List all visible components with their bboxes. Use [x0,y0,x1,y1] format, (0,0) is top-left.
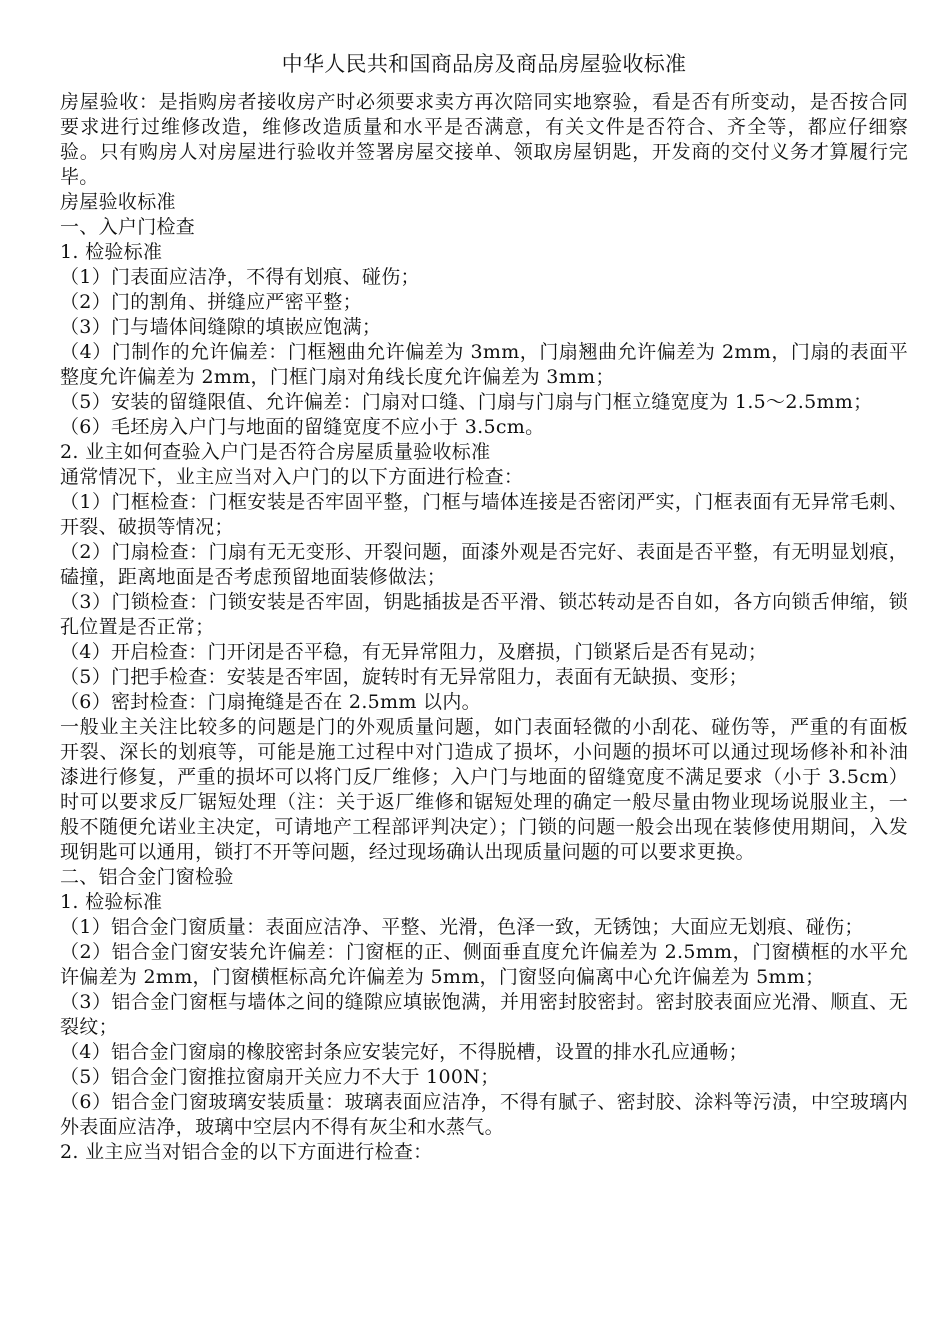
list-item: （6）铝合金门窗玻璃安装质量：玻璃表面应洁净，不得有腻子、密封胶、涂料等污渍，中空玻璃内外表面应洁净，玻璃中空层内不得有灰尘和水蒸气。 [60,1091,908,1138]
list-item: （1）门框检查：门框安装是否牢固平整，门框与墙体连接是否密闭严实，门框表面有无异常毛刺、开裂、破损等情况； [60,491,908,538]
list-item: （5）铝合金门窗推拉窗扇开关应力不大于 100N； [60,1066,500,1088]
list-item: （5）安装的留缝限值、允许偏差：门扇对口缝、门扇与门扇与门框立缝宽度为 1.5～2.5mm； [60,391,873,413]
list-item: （4）开启检查：门开闭是否平稳，有无异常阻力，及磨损，门锁紧后是否有晃动； [60,641,768,663]
section-heading-aluminum: 二、铝合金门窗检验 [60,866,234,888]
paragraph-intro: 房屋验收：是指购房者接收房产时必须要求卖方再次陪同实地察验，看是否有所变动，是否按合同要求进行过维修改造，维修改造质量和水平是否满意，有关文件是否符合、齐全等，都应仔细察验。只有购房人对房屋进行验收并签署房屋交接单、领取房屋钥匙，开发商的交付义务才算履行完毕。 [60,91,908,188]
paragraph-text: 通常情况下，业主应当对入户门的以下方面进行检查： [60,466,524,488]
document-body [60,90,908,1165]
document-page [60,48,908,1165]
list-item: （5）门把手检查：安装是否牢固，旋转时有无异常阻力，表面有无缺损、变形； [60,666,748,688]
list-item: （1）铝合金门窗质量：表面应洁净、平整、光滑，色泽一致，无锈蚀；大面应无划痕、碰伤； [60,916,864,938]
document-title: 中华人民共和国商品房及商品房屋验收标准 [281,52,687,76]
list-item: （3）门锁检查：门锁安装是否牢固，钥匙插拔是否平滑、锁芯转动是否自如，各方向锁舌伸缩，锁孔位置是否正常； [60,591,908,638]
list-item: （2）铝合金门窗安装允许偏差：门窗框的正、侧面垂直度允许偏差为 2.5mm，门窗横框的水平允许偏差为 2mm，门窗横框标高允许偏差为 5mm，门窗竖向偏离中心允许偏差为 5mm； [60,941,908,988]
list-item: （3）门与墙体间缝隙的填嵌应饱满； [60,316,382,338]
section-heading-entry-door: 一、入户门检查 [60,216,196,238]
subheading-inspection-standard: 1. 检验标准 [60,891,163,913]
list-item: （2）门扇检查：门扇有无无变形、开裂问题，面漆外观是否完好、表面是否平整，有无明显划痕，磕撞，距离地面是否考虑预留地面装修做法； [60,541,908,588]
heading-acceptance-standard: 房屋验收标准 [60,191,176,213]
list-item: （6）毛坯房入户门与地面的留缝宽度不应小于 3.5cm。 [60,416,545,438]
list-item: （2）门的割角、拼缝应严密平整； [60,291,362,313]
subheading-owner-inspection: 2. 业主如何查验入户门是否符合房屋质量验收标准 [60,441,491,463]
list-item: （3）铝合金门窗框与墙体之间的缝隙应填嵌饱满，并用密封胶密封。密封胶表面应光滑、顺直、无裂纹； [60,991,908,1038]
paragraph-text: 一般业主关注比较多的问题是门的外观质量问题，如门表面轻微的小刮花、碰伤等，严重的有面板开裂、深长的划痕等，可能是施工过程中对门造成了损坏，小问题的损坏可以通过现场修补和补油漆进行修复，严重的损坏可以将门反厂维修；入户门与地面的留缝宽度不满足要求（小于 3.5cm）时可以要求反厂锯短处理（注：关于返厂维修和锯短处理的确定一般尽量由物业现场说服业主，一般不随便允诺业主决定，可请地产工程部评判决定）；门锁的问题一般会出现在装修使用期间，入发现钥匙可以通用，锁打不开等问题，经过现场确认出现质量问题的可以要求更换。 [60,716,908,863]
list-item: （1）门表面应洁净，不得有划痕、碰伤； [60,266,420,288]
list-item: （6）密封检查：门扇掩缝是否在 2.5mm 以内。 [60,691,481,713]
subheading-inspection-standard: 1. 检验标准 [60,241,163,263]
subheading-owner-check: 2. 业主应当对铝合金的以下方面进行检查： [60,1141,433,1163]
list-item: （4）铝合金门窗扇的橡胶密封条应安装完好，不得脱槽，设置的排水孔应通畅； [60,1041,748,1063]
list-item: （4）门制作的允许偏差：门框翘曲允许偏差为 3mm，门扇翘曲允许偏差为 2mm，门扇的表面平整度允许偏差为 2mm，门框门扇对角线长度允许偏差为 3mm； [60,341,908,388]
